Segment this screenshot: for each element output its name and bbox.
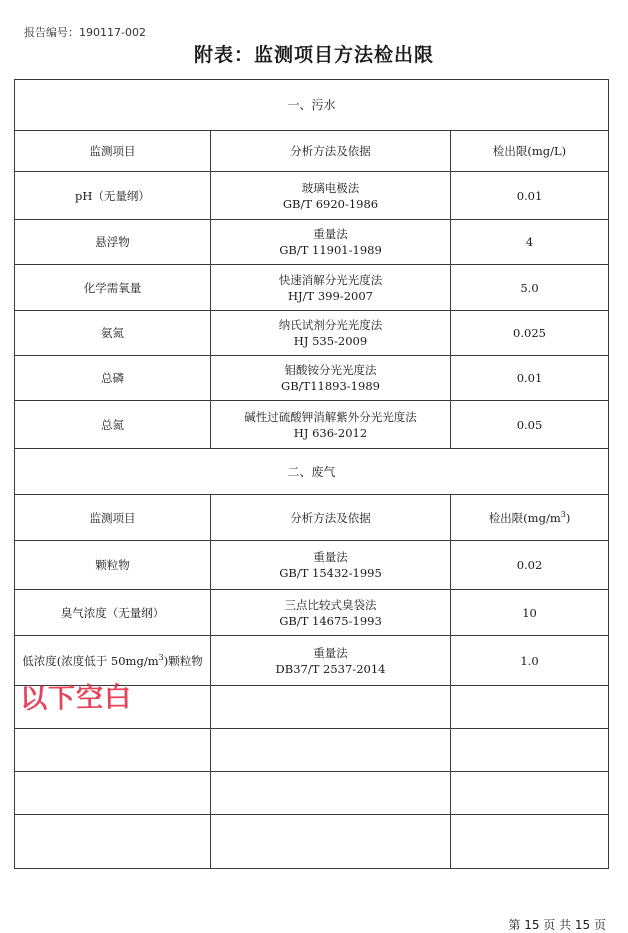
limit-cell: 0.01 [451, 172, 609, 220]
header-limit-suffix: ) [565, 510, 571, 525]
item-cell: pH（无量纲） [15, 172, 211, 220]
item-prefix: 低浓度(浓度低于 50mg/m [22, 653, 159, 668]
method-standard: HJ/T 399-2007 [288, 288, 373, 303]
blank-row [15, 772, 609, 815]
method-standard: GB/T 11901-1989 [279, 243, 382, 257]
method-standard: GB/T 15432-1995 [279, 566, 382, 580]
item-cell: 悬浮物 [15, 220, 211, 265]
method-standard: HJ 535-2009 [293, 334, 368, 348]
header-method: 分析方法及依据 [211, 131, 451, 172]
table-row [15, 590, 609, 636]
method-cell [211, 541, 451, 590]
header-limit-prefix: 检出限(mg/m [488, 510, 561, 525]
section-heading-wastewater: 一、污水 [15, 80, 609, 131]
method-name: 三点比较式臭袋法 [284, 597, 377, 612]
column-header-row [15, 131, 609, 172]
limit-cell: 0.025 [451, 311, 609, 356]
limit-cell: 5.0 [451, 265, 609, 311]
limit-cell: 0.05 [451, 401, 609, 449]
section-heading-row [15, 449, 609, 495]
method-name: 重量法 [313, 227, 348, 241]
limit-cell: 4 [451, 220, 609, 265]
table-row [15, 265, 609, 311]
item-superscript: 3 [158, 652, 164, 662]
table-row [15, 172, 609, 220]
method-cell [211, 590, 451, 636]
limit-cell: 0.02 [451, 541, 609, 590]
blank-row [15, 815, 609, 869]
section-heading-exhaust-gas: 二、废气 [15, 449, 609, 495]
header-limit: 检出限(mg/L) [451, 131, 609, 172]
header-limit-superscript: 3 [560, 509, 566, 519]
method-standard: GB/T11893-1989 [281, 379, 380, 393]
method-name: 碱性过硫酸钾消解紫外分光光度法 [244, 409, 417, 424]
method-cell [211, 636, 451, 686]
method-standard: HJ 636-2012 [293, 425, 368, 440]
method-cell [211, 401, 451, 449]
blank-row [15, 729, 609, 772]
method-cell [211, 356, 451, 401]
method-standard: GB/T 6920-1986 [282, 196, 379, 211]
table-row [15, 401, 609, 449]
item-cell: 总氮 [15, 401, 211, 449]
header-item: 监测项目 [15, 131, 211, 172]
method-cell [211, 265, 451, 311]
item-cell: 臭气浓度（无量纲） [15, 590, 211, 636]
table-row [15, 541, 609, 590]
method-name: 纳氏试剂分光光度法 [278, 318, 383, 332]
method-cell [211, 172, 451, 220]
method-name: 玻璃电极法 [301, 180, 360, 195]
document-title: 附表：监测项目方法检出限 [193, 44, 434, 66]
item-cell: 总磷 [15, 356, 211, 401]
method-name: 钼酸铵分光光度法 [284, 363, 377, 377]
method-cell [211, 220, 451, 265]
header-limit [451, 495, 609, 541]
method-name: 重量法 [313, 550, 348, 564]
item-cell: 化学需氧量 [15, 265, 211, 311]
method-standard: DB37/T 2537-2014 [275, 661, 386, 676]
method-standard: GB/T 14675-1993 [279, 613, 382, 628]
section-heading-row [15, 80, 609, 131]
blank-below-stamp: 以下空白 [19, 682, 133, 715]
column-header-row [15, 495, 609, 541]
page-number: 第 15 页 共 15 页 [508, 918, 606, 932]
item-cell: 颗粒物 [15, 541, 211, 590]
item-cell: 氨氮 [15, 311, 211, 356]
header-method: 分析方法及依据 [211, 495, 451, 541]
limit-cell: 1.0 [451, 636, 609, 686]
table-row [15, 220, 609, 265]
table-row [15, 311, 609, 356]
report-number: 报告编号：190117-002 [24, 26, 146, 39]
limit-cell: 10 [451, 590, 609, 636]
item-suffix: )颗粒物 [163, 653, 203, 668]
table-row [15, 356, 609, 401]
method-cell [211, 311, 451, 356]
limit-cell: 0.01 [451, 356, 609, 401]
detection-limit-table [14, 79, 609, 869]
method-name: 重量法 [313, 645, 348, 660]
header-item: 监测项目 [15, 495, 211, 541]
method-name: 快速消解分光光度法 [278, 272, 383, 287]
